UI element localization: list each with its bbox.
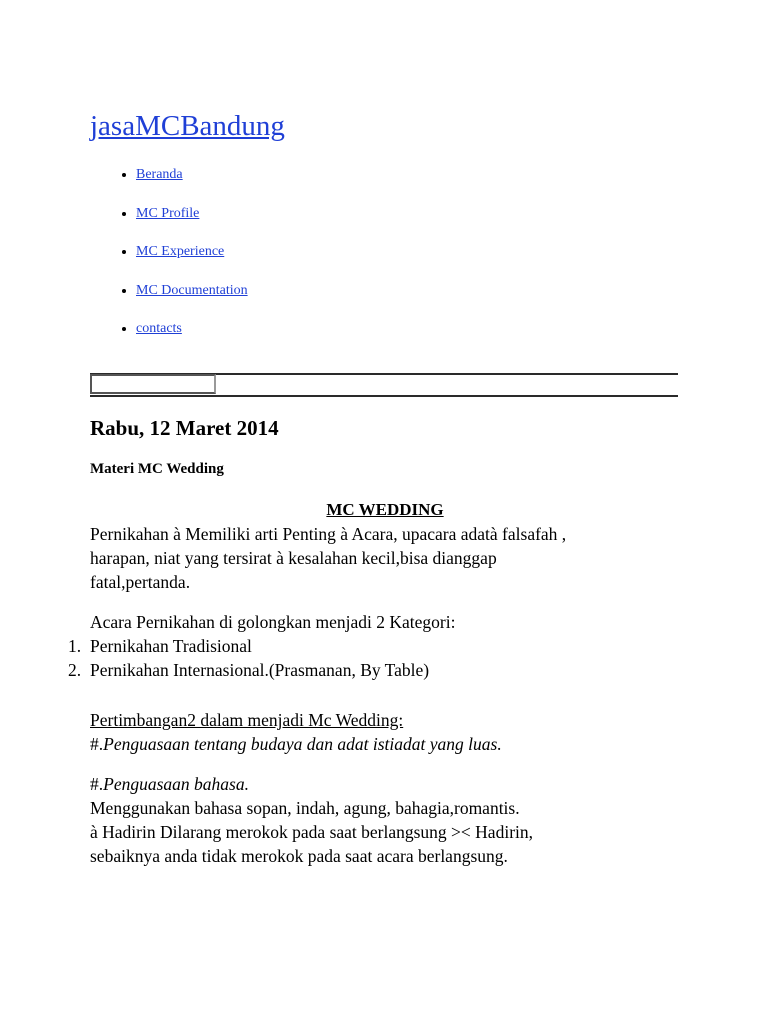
line-c: sebaiknya anda tidak merokok pada saat acara berlangsung. [90,846,508,866]
line-b: à Hadirin Dilarang merokok pada saat berlangsung >< Hadirin, [90,822,534,842]
nav-item-contacts [136,318,248,357]
nav-link-contacts[interactable]: contacts [136,321,182,336]
list-number: 1. [68,636,82,656]
intro-line-3: fatal,pertanda. [90,572,191,592]
list-item [68,658,680,682]
list-text: Pernikahan Internasional.(Prasmanan, By Table) [90,660,430,680]
post-heading: MC WEDDING [326,500,444,519]
point-2 [90,772,680,796]
point-2-text: Penguasaan bahasa. [103,774,249,794]
intro-line-1: Pernikahan à Memiliki arti Penting à Acara, upacara adatà falsafah , [90,524,567,544]
point-2-prefix: #. [90,774,104,794]
search-bar [90,373,678,397]
post-body [68,498,680,868]
intro-line-2: harapan, niat yang tersirat à kesalahan kecil,bisa dianggap [90,548,497,568]
search-input[interactable] [90,374,216,394]
nav-item-mc-profile [136,203,248,242]
line-a: Menggunakan bahasa sopan, indah, agung, bahagia,romantis. [90,798,520,818]
nav-link-mc-profile[interactable]: MC Profile [136,205,200,221]
site-title-link[interactable]: jasaMCBandung [90,110,285,142]
category-list [68,634,680,682]
nav-link-mc-experience[interactable]: MC Experience [136,244,225,259]
nav-link-mc-documentation[interactable]: MC Documentation [136,282,248,298]
post-title: Materi MC Wedding [90,461,224,477]
list-item [68,634,680,658]
divider-bottom [90,395,678,397]
point-1 [90,732,680,756]
nav-link-beranda[interactable]: Beranda [136,167,183,182]
paragraph-categories: Acara Pernikahan di golongkan menjadi 2 Kategori: [90,612,456,632]
point-1-text: Penguasaan tentang budaya dan adat istiadat yang luas. [103,734,502,754]
post-date: Rabu, 12 Maret 2014 [90,416,279,440]
subheading: Pertimbangan2 dalam menjadi Mc Wedding: [90,710,404,730]
list-number: 2. [68,660,82,680]
point-1-prefix: #. [90,734,104,754]
paragraph-intro [90,522,680,594]
nav-item-mc-experience [136,241,248,280]
site-title [90,110,285,143]
nav-item-mc-documentation [136,280,248,319]
list-text: Pernikahan Tradisional [90,636,252,656]
nav-item-beranda [136,164,248,203]
nav-menu [90,164,248,357]
